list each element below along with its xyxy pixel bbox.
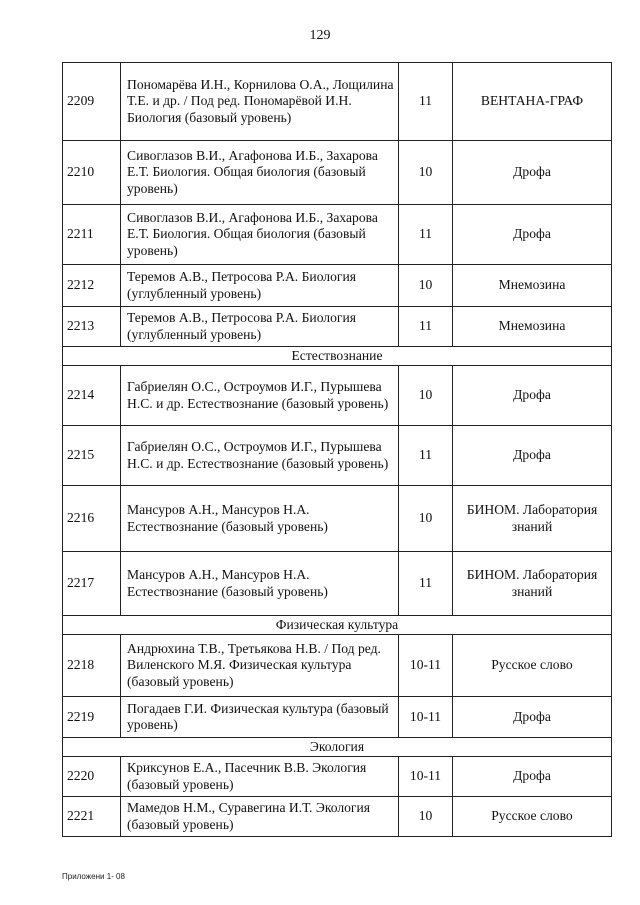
grade-cell: 11 <box>399 426 453 486</box>
entry-number-cell: 2211 <box>63 205 121 265</box>
table-row <box>63 205 612 265</box>
table-row <box>63 141 612 205</box>
grade-cell: 10 <box>399 486 453 552</box>
entry-number-cell: 2214 <box>63 366 121 426</box>
publisher-cell: Дрофа <box>453 426 612 486</box>
section-header-row <box>63 616 612 635</box>
title-cell: Мамедов Н.М., Суравегина И.Т. Экология (базовый уровень) <box>121 797 399 837</box>
table-row <box>63 486 612 552</box>
publisher-cell: Мнемозина <box>453 307 612 347</box>
table-row <box>63 307 612 347</box>
grade-cell: 10-11 <box>399 757 453 797</box>
title-cell: Пономарёва И.Н., Корнилова О.А., Лощилина Т.Е. и др. / Под ред. Пономарёвой И.Н. Биология (базовый уровень) <box>121 63 399 141</box>
section-title: Физическая культура <box>63 616 612 635</box>
section-title: Экология <box>63 738 612 757</box>
publisher-cell: Мнемозина <box>453 265 612 307</box>
grade-cell: 10 <box>399 141 453 205</box>
table-row <box>63 552 612 616</box>
title-cell: Мансуров А.Н., Мансуров Н.А. Естествознание (базовый уровень) <box>121 552 399 616</box>
table-row <box>63 757 612 797</box>
publisher-cell: Дрофа <box>453 205 612 265</box>
title-cell: Габриелян О.С., Остроумов И.Г., Пурышева Н.С. и др. Естествознание (базовый уровень) <box>121 366 399 426</box>
publisher-cell: БИНОМ. Лаборатория знаний <box>453 552 612 616</box>
grade-cell: 10-11 <box>399 635 453 697</box>
entry-number-cell: 2210 <box>63 141 121 205</box>
table-row <box>63 426 612 486</box>
title-cell: Теремов А.В., Петросова Р.А. Биология (углубленный уровень) <box>121 307 399 347</box>
grade-cell: 11 <box>399 63 453 141</box>
grade-cell: 11 <box>399 205 453 265</box>
page-number: 129 <box>309 28 331 43</box>
section-header-row <box>63 347 612 366</box>
table-body <box>63 63 612 837</box>
publisher-cell: Дрофа <box>453 697 612 738</box>
grade-cell: 11 <box>399 307 453 347</box>
textbook-table <box>62 62 612 837</box>
grade-cell: 11 <box>399 552 453 616</box>
publisher-cell: Дрофа <box>453 757 612 797</box>
publisher-cell: Дрофа <box>453 366 612 426</box>
entry-number-cell: 2216 <box>63 486 121 552</box>
title-cell: Андрюхина Т.В., Третьякова Н.В. / Под ред. Виленского М.Я. Физическая культура (базовый уровень) <box>121 635 399 697</box>
grade-cell: 10 <box>399 797 453 837</box>
title-cell: Теремов А.В., Петросова Р.А. Биология (углубленный уровень) <box>121 265 399 307</box>
grade-cell: 10-11 <box>399 697 453 738</box>
entry-number-cell: 2220 <box>63 757 121 797</box>
entry-number-cell: 2213 <box>63 307 121 347</box>
title-cell: Сивоглазов В.И., Агафонова И.Б., Захарова Е.Т. Биология. Общая биология (базовый уровень) <box>121 205 399 265</box>
grade-cell: 10 <box>399 265 453 307</box>
title-cell: Криксунов Е.А., Пасечник В.В. Экология (базовый уровень) <box>121 757 399 797</box>
entry-number-cell: 2215 <box>63 426 121 486</box>
section-title: Естествознание <box>63 347 612 366</box>
section-header-row <box>63 738 612 757</box>
title-cell: Габриелян О.С., Остроумов И.Г., Пурышева Н.С. и др. Естествознание (базовый уровень) <box>121 426 399 486</box>
publisher-cell: ВЕНТАНА-ГРАФ <box>453 63 612 141</box>
table-row <box>63 265 612 307</box>
table-row <box>63 366 612 426</box>
publisher-cell: БИНОМ. Лаборатория знаний <box>453 486 612 552</box>
entry-number-cell: 2212 <box>63 265 121 307</box>
title-cell: Мансуров А.Н., Мансуров Н.А. Естествознание (базовый уровень) <box>121 486 399 552</box>
publisher-cell: Дрофа <box>453 141 612 205</box>
footer-note: Приложени 1- 08 <box>62 872 125 881</box>
entry-number-cell: 2217 <box>63 552 121 616</box>
publisher-cell: Русское слово <box>453 797 612 837</box>
table-row <box>63 63 612 141</box>
table-row <box>63 797 612 837</box>
table-row <box>63 635 612 697</box>
table-row <box>63 697 612 738</box>
entry-number-cell: 2221 <box>63 797 121 837</box>
entry-number-cell: 2218 <box>63 635 121 697</box>
entry-number-cell: 2209 <box>63 63 121 141</box>
title-cell: Сивоглазов В.И., Агафонова И.Б., Захарова Е.Т. Биология. Общая биология (базовый уровень) <box>121 141 399 205</box>
entry-number-cell: 2219 <box>63 697 121 738</box>
publisher-cell: Русское слово <box>453 635 612 697</box>
grade-cell: 10 <box>399 366 453 426</box>
title-cell: Погадаев Г.И. Физическая культура (базовый уровень) <box>121 697 399 738</box>
